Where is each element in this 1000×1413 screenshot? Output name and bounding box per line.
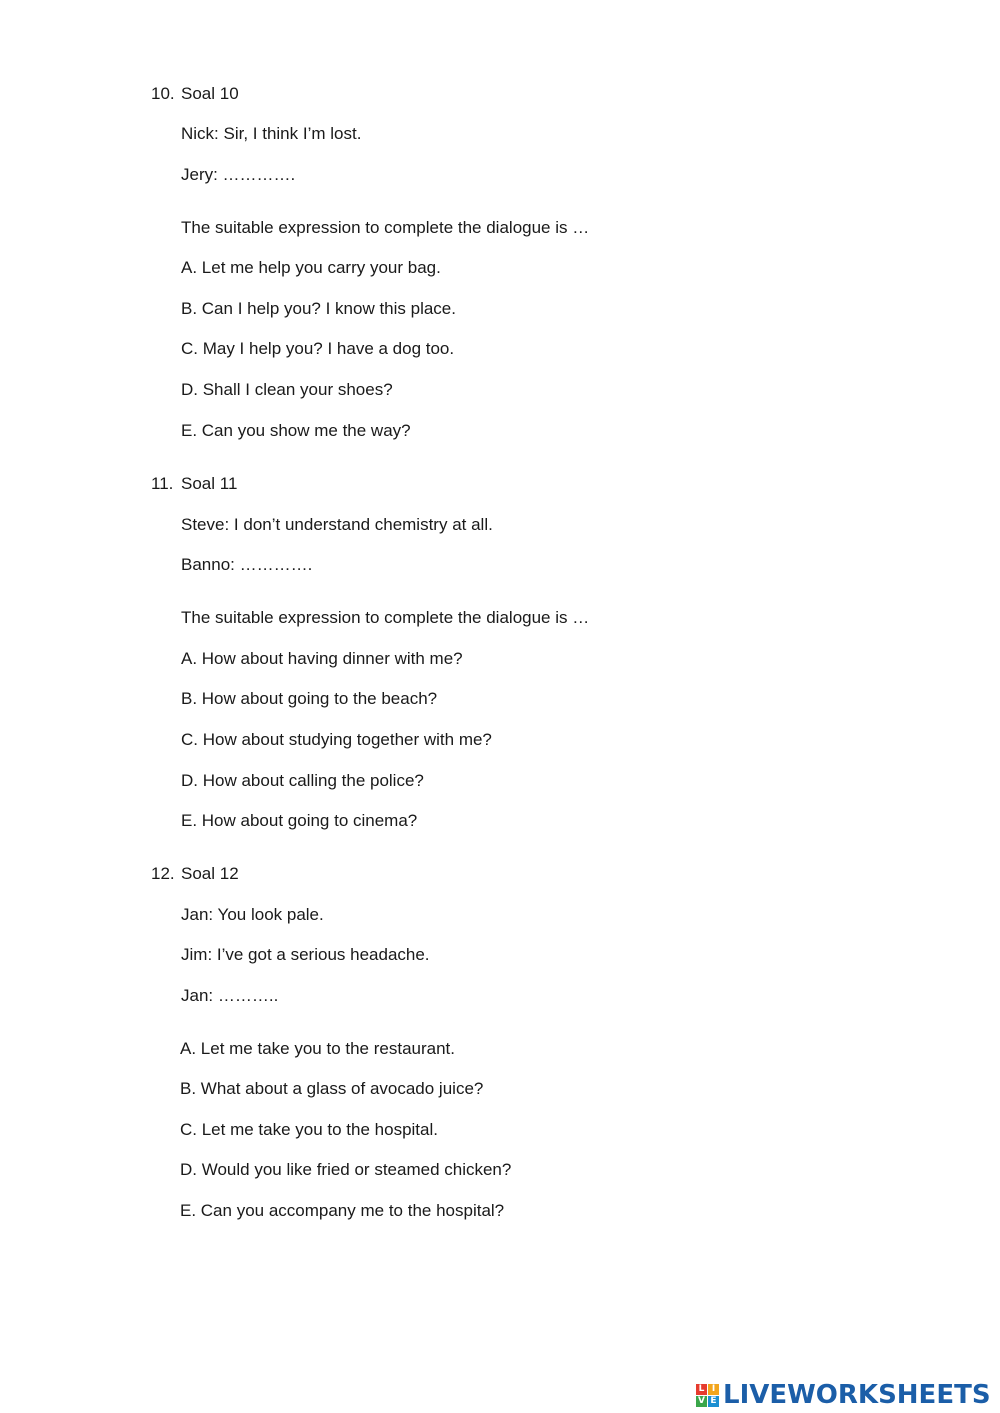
question-12-option-a[interactable]: A. Let me take you to the restaurant.: [180, 1039, 455, 1058]
question-12-number: 12.: [151, 864, 175, 883]
question-12-dialogue-1: Jan: You look pale.: [181, 905, 324, 924]
question-12-option-b[interactable]: B. What about a glass of avocado juice?: [180, 1079, 484, 1098]
question-12-option-c[interactable]: C. Let me take you to the hospital.: [180, 1120, 438, 1139]
liveworksheets-logo-icon: [696, 1384, 719, 1407]
logo-icon-tile: V: [696, 1396, 707, 1407]
question-11-option-c[interactable]: C. How about studying together with me?: [181, 730, 492, 749]
question-11-dialogue-1: Steve: I don’t understand chemistry at all.: [181, 515, 493, 534]
logo-icon-tile: E: [708, 1396, 719, 1407]
question-12-dialogue-3: Jan: ………..: [181, 986, 279, 1005]
question-11-dialogue-2: Banno: ………….: [181, 555, 313, 574]
question-10-number: 10.: [151, 84, 175, 103]
question-11-option-b[interactable]: B. How about going to the beach?: [181, 689, 438, 708]
question-10-dialogue-1: Nick: Sir, I think I’m lost.: [181, 124, 362, 143]
question-11-option-d[interactable]: D. How about calling the police?: [181, 771, 424, 790]
question-10-prompt: The suitable expression to complete the dialogue is …: [181, 218, 590, 237]
question-11-prompt: The suitable expression to complete the dialogue is …: [181, 608, 590, 627]
question-10-option-b[interactable]: B. Can I help you? I know this place.: [181, 299, 456, 318]
question-10-option-d[interactable]: D. Shall I clean your shoes?: [181, 380, 393, 399]
question-12-dialogue-2: Jim: I’ve got a serious headache.: [181, 945, 430, 964]
logo-icon-tile: L: [696, 1384, 707, 1395]
question-12-title: Soal 12: [181, 864, 239, 883]
question-11-option-a[interactable]: A. How about having dinner with me?: [181, 649, 463, 668]
question-12-option-d[interactable]: D. Would you like fried or steamed chicken?: [180, 1160, 512, 1179]
question-11-number: 11.: [151, 474, 174, 493]
question-11-title: Soal 11: [181, 474, 238, 493]
logo-icon-tile: I: [708, 1384, 719, 1395]
question-12-option-e[interactable]: E. Can you accompany me to the hospital?: [180, 1201, 505, 1220]
question-11-option-e[interactable]: E. How about going to cinema?: [181, 811, 418, 830]
question-10-option-a[interactable]: A. Let me help you carry your bag.: [181, 258, 441, 277]
question-10-title: Soal 10: [181, 84, 239, 103]
question-10-option-e[interactable]: E. Can you show me the way?: [181, 421, 411, 440]
liveworksheets-logo: [696, 1380, 991, 1410]
liveworksheets-logo-text: LIVEWORKSHEETS: [723, 1380, 991, 1410]
question-10-option-c[interactable]: C. May I help you? I have a dog too.: [181, 339, 455, 358]
question-10-dialogue-2: Jery: ………….: [181, 165, 296, 184]
